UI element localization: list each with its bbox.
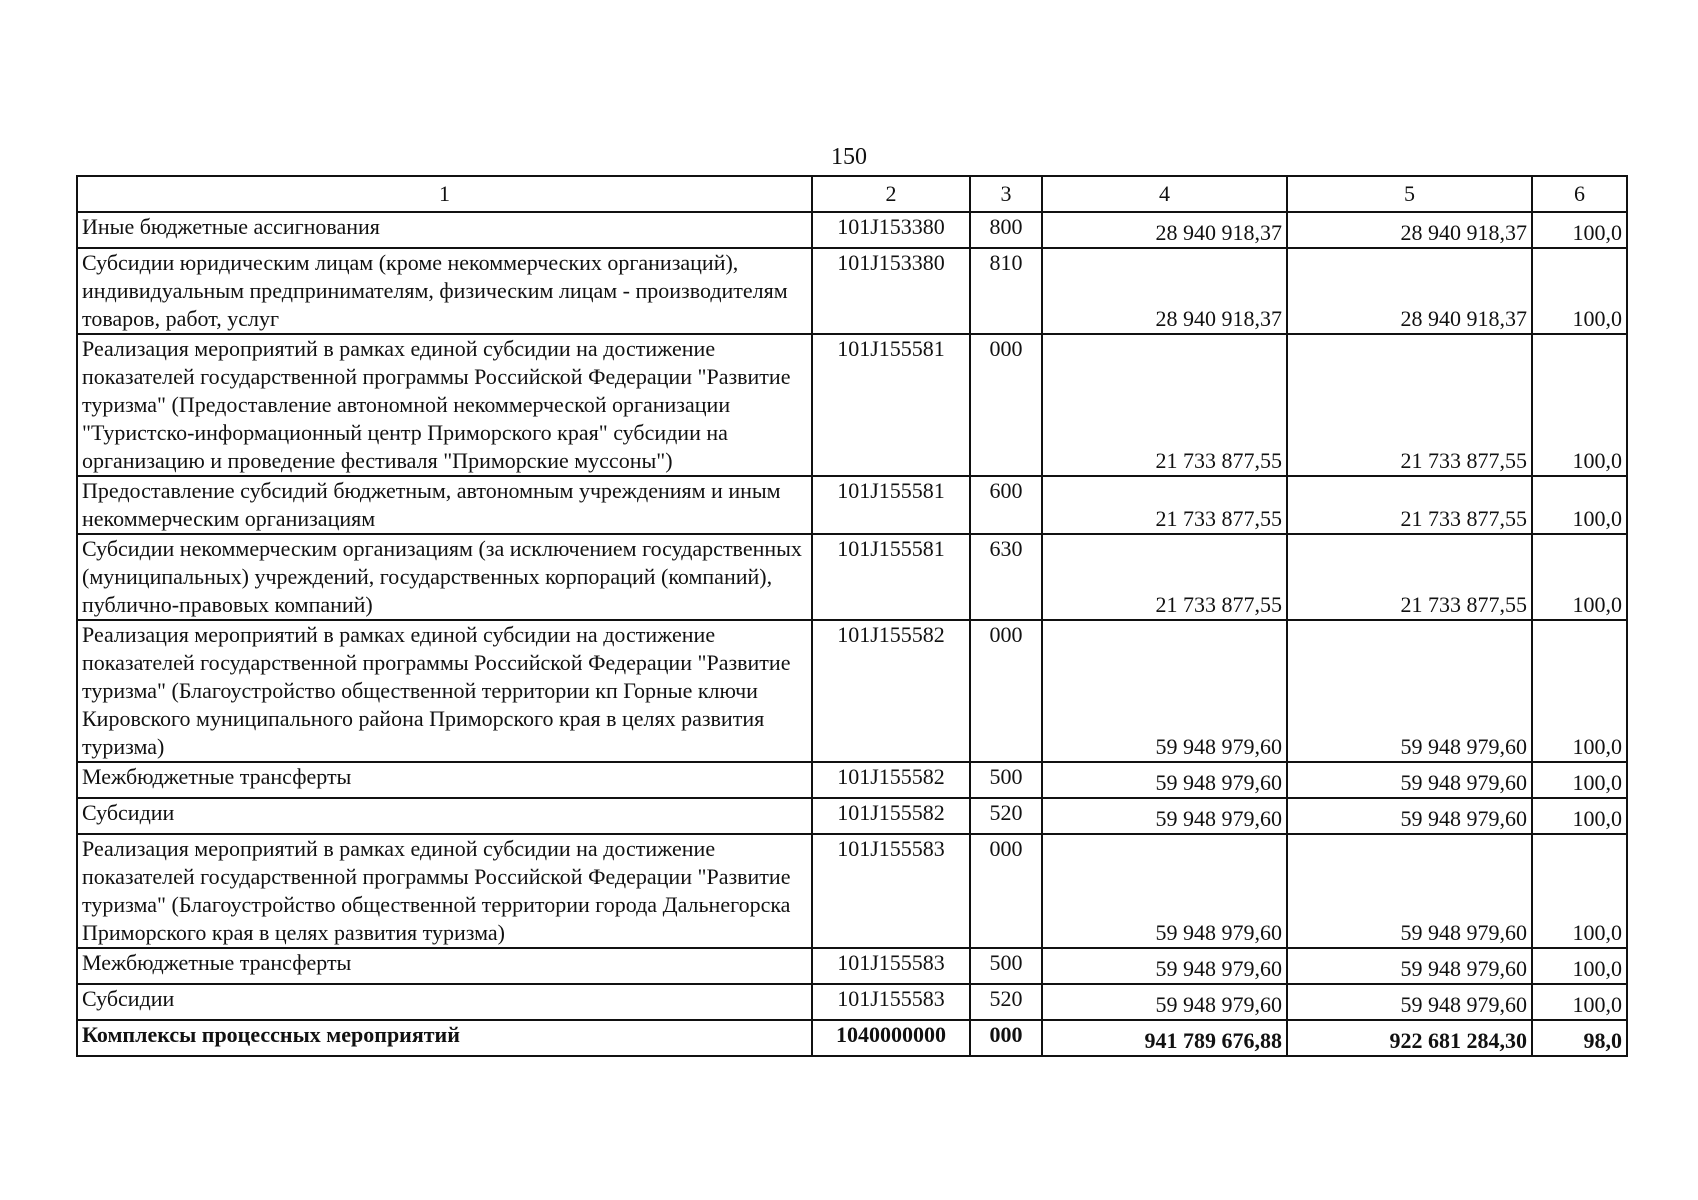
row-expense-type: 500: [970, 948, 1042, 984]
row-expense-type: 000: [970, 620, 1042, 762]
row-expense-type: 500: [970, 762, 1042, 798]
table-row: [77, 334, 1627, 476]
row-name: Реализация мероприятий в рамках единой субсидии на достижение показателей государственной программы Российской Федерации "Развитие туризма" (Предоставление автономной некоммерческой организации "Туристско-информационный центр Приморского края" субсидии на организацию и проведение фестиваля "Приморские муссоны"): [77, 334, 812, 476]
row-executed: 59 948 979,60: [1287, 620, 1532, 762]
row-name: Комплексы процессных мероприятий: [77, 1020, 812, 1056]
row-expense-type: 630: [970, 534, 1042, 620]
row-planned: 28 940 918,37: [1042, 248, 1287, 334]
table-row: [77, 834, 1627, 948]
page-number: 150: [831, 144, 867, 170]
table-row: [77, 248, 1627, 334]
row-expense-type: 000: [970, 1020, 1042, 1056]
table-total-row: [77, 1020, 1627, 1056]
row-executed: 59 948 979,60: [1287, 984, 1532, 1020]
row-planned: 59 948 979,60: [1042, 762, 1287, 798]
row-code: 1040000000: [812, 1020, 970, 1056]
header-cell: 3: [970, 176, 1042, 212]
row-planned: 59 948 979,60: [1042, 948, 1287, 984]
row-executed: 21 733 877,55: [1287, 534, 1532, 620]
row-planned: 59 948 979,60: [1042, 620, 1287, 762]
row-percent: 100,0: [1532, 798, 1627, 834]
row-percent: 100,0: [1532, 476, 1627, 534]
row-code: 101J155583: [812, 948, 970, 984]
row-executed: 28 940 918,37: [1287, 248, 1532, 334]
row-expense-type: 520: [970, 798, 1042, 834]
row-code: 101J155583: [812, 984, 970, 1020]
row-name: Реализация мероприятий в рамках единой субсидии на достижение показателей государственной программы Российской Федерации "Развитие туризма" (Благоустройство общественной территории города Дальнегорска Приморского края в целях развития туризма): [77, 834, 812, 948]
row-percent: 100,0: [1532, 762, 1627, 798]
row-executed: 59 948 979,60: [1287, 798, 1532, 834]
row-expense-type: 800: [970, 212, 1042, 248]
row-percent: 100,0: [1532, 620, 1627, 762]
row-executed: 59 948 979,60: [1287, 762, 1532, 798]
row-code: 101J155582: [812, 762, 970, 798]
row-name: Субсидии юридическим лицам (кроме некоммерческих организаций), индивидуальным предпринимателям, физическим лицам - производителям товаров, работ, услуг: [77, 248, 812, 334]
row-planned: 59 948 979,60: [1042, 798, 1287, 834]
row-name: Межбюджетные трансферты: [77, 762, 812, 798]
row-percent: 100,0: [1532, 834, 1627, 948]
row-percent: 100,0: [1532, 334, 1627, 476]
table-row: [77, 476, 1627, 534]
row-percent: 100,0: [1532, 212, 1627, 248]
row-code: 101J155581: [812, 534, 970, 620]
row-expense-type: 810: [970, 248, 1042, 334]
row-executed: 922 681 284,30: [1287, 1020, 1532, 1056]
row-code: 101J155582: [812, 620, 970, 762]
table-row: [77, 762, 1627, 798]
header-cell: 4: [1042, 176, 1287, 212]
row-code: 101J153380: [812, 212, 970, 248]
row-percent: 100,0: [1532, 948, 1627, 984]
header-cell: 5: [1287, 176, 1532, 212]
row-name: Иные бюджетные ассигнования: [77, 212, 812, 248]
row-name: Субсидии: [77, 984, 812, 1020]
table-row: [77, 620, 1627, 762]
table-row: [77, 984, 1627, 1020]
row-code: 101J155581: [812, 476, 970, 534]
budget-table: [76, 175, 1628, 1057]
row-percent: 100,0: [1532, 984, 1627, 1020]
table-header-row: [77, 176, 1627, 212]
table-row: [77, 534, 1627, 620]
row-code: 101J153380: [812, 248, 970, 334]
row-planned: 59 948 979,60: [1042, 984, 1287, 1020]
row-name: Субсидии некоммерческим организациям (за исключением государственных (муниципальных) учреждений, государственных корпораций (компаний), публично-правовых компаний): [77, 534, 812, 620]
row-code: 101J155583: [812, 834, 970, 948]
row-expense-type: 600: [970, 476, 1042, 534]
row-planned: 59 948 979,60: [1042, 834, 1287, 948]
row-name: Реализация мероприятий в рамках единой субсидии на достижение показателей государственной программы Российской Федерации "Развитие туризма" (Благоустройство общественной территории кп Горные ключи Кировского муниципального района Приморского края в целях развития туризма): [77, 620, 812, 762]
row-expense-type: 520: [970, 984, 1042, 1020]
row-planned: 21 733 877,55: [1042, 476, 1287, 534]
row-name: Предоставление субсидий бюджетным, автономным учреждениям и иным некоммерческим организациям: [77, 476, 812, 534]
row-executed: 28 940 918,37: [1287, 212, 1532, 248]
row-executed: 21 733 877,55: [1287, 476, 1532, 534]
row-expense-type: 000: [970, 834, 1042, 948]
header-cell: 1: [77, 176, 812, 212]
row-name: Межбюджетные трансферты: [77, 948, 812, 984]
row-percent: 98,0: [1532, 1020, 1627, 1056]
row-planned: 21 733 877,55: [1042, 334, 1287, 476]
table-row: [77, 212, 1627, 248]
row-planned: 28 940 918,37: [1042, 212, 1287, 248]
row-expense-type: 000: [970, 334, 1042, 476]
header-cell: 6: [1532, 176, 1627, 212]
row-code: 101J155582: [812, 798, 970, 834]
table-row: [77, 798, 1627, 834]
row-planned: 941 789 676,88: [1042, 1020, 1287, 1056]
row-code: 101J155581: [812, 334, 970, 476]
row-name: Субсидии: [77, 798, 812, 834]
row-planned: 21 733 877,55: [1042, 534, 1287, 620]
row-percent: 100,0: [1532, 248, 1627, 334]
row-percent: 100,0: [1532, 534, 1627, 620]
header-cell: 2: [812, 176, 970, 212]
row-executed: 59 948 979,60: [1287, 948, 1532, 984]
row-executed: 21 733 877,55: [1287, 334, 1532, 476]
table-row: [77, 948, 1627, 984]
row-executed: 59 948 979,60: [1287, 834, 1532, 948]
